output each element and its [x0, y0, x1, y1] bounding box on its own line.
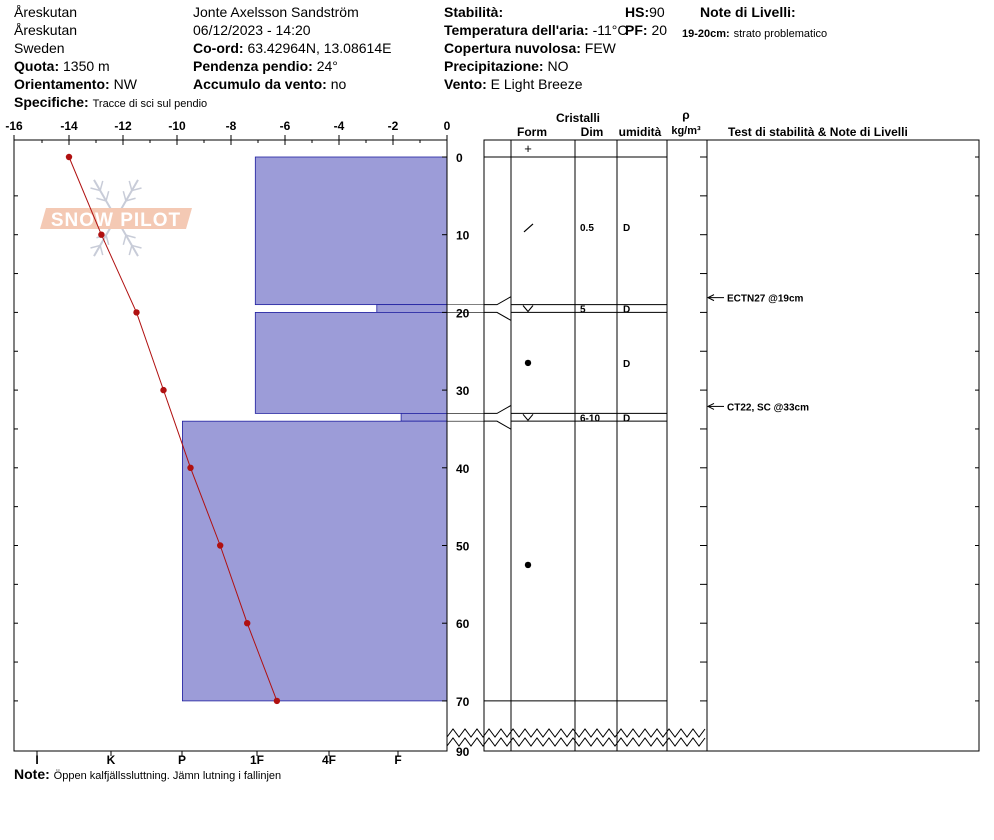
- hardness-tick-label: I: [35, 753, 39, 767]
- layer-boundary-connector: [484, 421, 511, 429]
- air-temp-label: Temperatura dell'aria:: [444, 22, 589, 38]
- col-rho: ρ: [682, 108, 690, 122]
- crystal-form-symbol: [523, 306, 533, 312]
- logo-flake-branch: [123, 191, 126, 201]
- hardness-profile: [182, 157, 447, 701]
- temperature-point: [217, 542, 223, 548]
- logo-text: SNOW PILOT: [50, 210, 182, 231]
- crystal-size: 0.5: [580, 222, 594, 234]
- datetime: 06/12/2023 - 14:20: [193, 22, 311, 38]
- slope-value: 24°: [316, 58, 338, 74]
- logo-flake-branch: [106, 191, 109, 201]
- temperature-point: [274, 698, 280, 704]
- layer-boundary-connector: [484, 297, 511, 305]
- hardness-tick-label: F: [394, 753, 402, 767]
- depth-tick-label: 30: [456, 384, 470, 399]
- temp-tick-label: -4: [333, 119, 345, 133]
- moisture: D: [623, 222, 631, 234]
- country: Sweden: [14, 40, 65, 56]
- col-crystals: Cristalli: [555, 111, 601, 125]
- observer: Jonte Axelsson Sandström: [193, 4, 359, 20]
- layer-note-range: 19-20cm:: [682, 28, 730, 40]
- table-frame: [484, 140, 979, 751]
- logo-flake-branch: [129, 181, 132, 191]
- stability-label: Stabilità:: [444, 4, 504, 20]
- col-density-unit: kg/m³: [671, 125, 701, 137]
- temperature-point: [160, 387, 166, 393]
- hs-label: HS:: [625, 4, 650, 20]
- air-temp-value: -11°C: [592, 22, 628, 38]
- depth-tick-label: 60: [456, 617, 470, 632]
- depth-break-zigzag: [447, 729, 705, 737]
- coords-value: 63.42964N, 13.08614E: [247, 40, 392, 56]
- hardness-layer: [255, 312, 447, 413]
- temp-tick-label: -10: [168, 119, 186, 133]
- location-line1: Åreskutan: [14, 4, 78, 20]
- location-line2: Åreskutan: [14, 22, 78, 38]
- layer-table: [447, 140, 979, 751]
- layer-note-text: strato problematico: [733, 28, 828, 40]
- crystal-form-symbol: [524, 224, 533, 232]
- col-moisture: umidità: [618, 125, 662, 139]
- logo-flake-branch: [100, 181, 103, 191]
- logo-flake-branch: [129, 245, 132, 255]
- logo-flake-branch: [106, 235, 109, 245]
- crystal-form-symbol: [523, 414, 533, 420]
- precip-label: Precipitazione:: [444, 58, 544, 74]
- wind-loading-value: no: [330, 76, 347, 92]
- temp-tick-label: -8: [225, 119, 237, 133]
- hardness-layer: [377, 305, 447, 313]
- depth-tick-label: 90: [456, 745, 470, 759]
- logo-flake-branch: [100, 245, 103, 255]
- hardness-tick-label: 1F: [249, 753, 265, 767]
- pf-value: 20: [651, 22, 668, 38]
- stability-test-label: CT22, SC @33cm: [727, 402, 810, 414]
- moisture: D: [623, 358, 631, 370]
- temperature-point: [66, 154, 72, 160]
- layer-boundary-connector: [484, 312, 511, 320]
- depth-tick-label: 50: [456, 539, 470, 554]
- precip-value: NO: [547, 58, 569, 74]
- crystal-form-symbol: +: [524, 141, 532, 157]
- coords-label: Co-ord:: [193, 40, 244, 56]
- wind-loading-label: Accumulo da vento:: [193, 76, 327, 92]
- temp-tick-label: 0: [443, 119, 451, 133]
- logo-flake-branch: [123, 235, 126, 245]
- elevation-label: Quota:: [14, 58, 60, 74]
- slope-label: Pendenza pendio:: [193, 58, 313, 74]
- hardness-tick-label: 4F: [321, 753, 337, 767]
- col-form: Form: [517, 125, 547, 139]
- wind-value: E Light Breeze: [490, 76, 583, 92]
- aspect-value: NW: [113, 76, 137, 92]
- wind-label: Vento:: [444, 76, 487, 92]
- layer-notes-label: Note di Livelli:: [700, 4, 796, 20]
- temperature-point: [98, 232, 104, 238]
- chart-labels: [517, 108, 908, 139]
- temp-tick-label: -6: [279, 119, 291, 133]
- temperature-point: [187, 465, 193, 471]
- temperature-point: [244, 620, 250, 626]
- temp-tick-label: -16: [5, 119, 23, 133]
- depth-tick-label: 20: [456, 306, 470, 321]
- col-stability: Test di stabilità & Note di Livelli: [728, 125, 908, 139]
- temperature-point: [133, 309, 139, 315]
- sky-value: FEW: [584, 40, 616, 56]
- temp-tick-label: -14: [60, 119, 78, 133]
- sky-label: Copertura nuvolosa:: [444, 40, 581, 56]
- depth-tick-label: 0: [456, 151, 463, 165]
- crystal-form-symbol: [525, 562, 531, 568]
- depth-tick-label: 70: [456, 694, 470, 709]
- crystal-size: 6-10: [580, 413, 601, 425]
- specifics-value: Tracce di sci sul pendio: [92, 98, 208, 110]
- hardness-layer: [255, 157, 447, 305]
- moisture: D: [623, 413, 631, 425]
- aspect-label: Orientamento:: [14, 76, 110, 92]
- moisture: D: [623, 304, 631, 316]
- crystal-form-symbol: [525, 360, 531, 366]
- pf-label: PF:: [625, 22, 648, 38]
- temp-tick-label: -12: [114, 119, 132, 133]
- crystal-size: 5: [580, 304, 586, 316]
- hardness-tick-label: K: [106, 753, 116, 767]
- hardness-layer: [401, 413, 447, 421]
- layer-boundary-connector: [484, 405, 511, 413]
- depth-break-zigzag: [447, 738, 705, 746]
- specifics-label: Specifiche:: [14, 94, 89, 110]
- note-label: Note:: [14, 766, 50, 782]
- depth-tick-label: 40: [456, 461, 470, 476]
- stability-test-label: ECTN27 @19cm: [727, 293, 804, 305]
- hs-value: 90: [649, 4, 665, 20]
- temp-tick-label: -2: [387, 119, 399, 133]
- depth-tick-label: 10: [456, 228, 470, 243]
- elevation-value: 1350 m: [63, 58, 110, 74]
- note-value: Öppen kalfjällssluttning. Jämn lutning i fallinjen: [53, 770, 282, 782]
- col-size: Dim: [580, 125, 604, 139]
- snow-pilot-logo: [40, 180, 192, 256]
- hardness-layer: [182, 421, 447, 701]
- hardness-tick-label: P: [177, 753, 187, 767]
